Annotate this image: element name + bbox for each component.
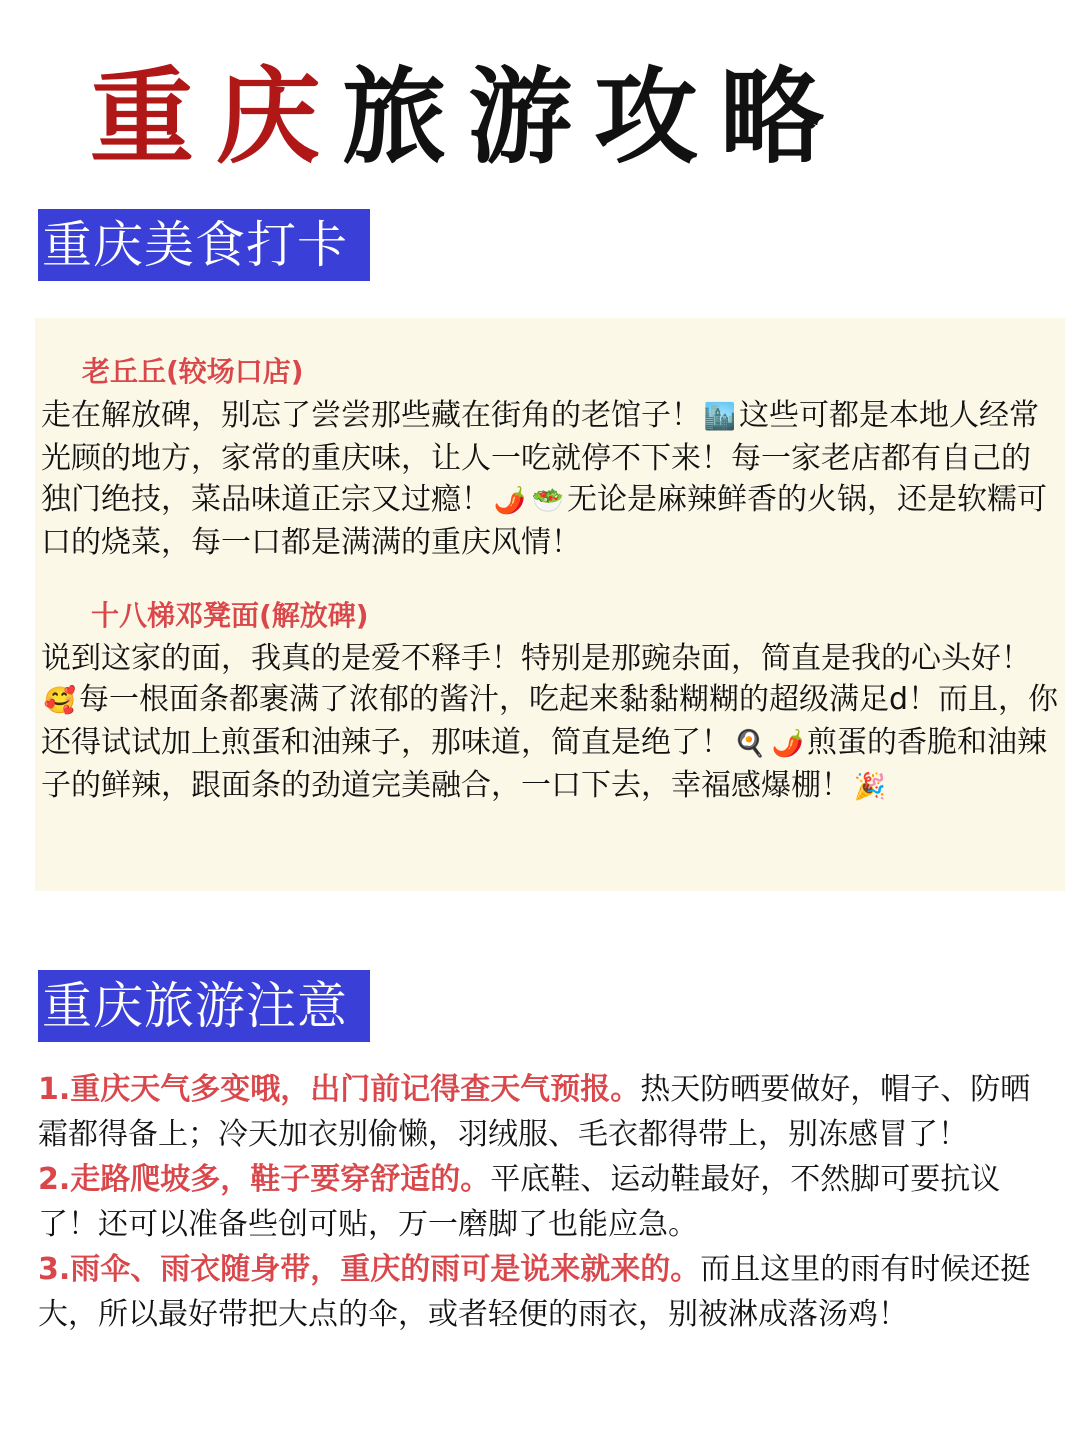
shop2-text-1: 说到这家的面，我真的是爱不释手！特别是那豌杂面，简直是我的心头好！ — [41, 641, 1031, 676]
page-title — [90, 52, 990, 182]
note-item-3 — [38, 1247, 1056, 1337]
fried-egg-icon: 🍳 — [733, 729, 767, 759]
shop2-text-3: 煎蛋的香脆和油辣子的鲜辣，跟面条的劲道完美融合，一口下去，幸福感爆棚！ — [41, 725, 1047, 803]
shop1-text-1: 走在解放碑，别忘了尝尝那些藏在街角的老馆子！ — [41, 398, 701, 433]
note-2-highlight: 2.走路爬坡多，鞋子要穿舒适的。 — [38, 1162, 491, 1197]
salad-icon: 🥗 — [531, 486, 565, 516]
chili-pepper-icon: 🌶️ — [771, 729, 805, 759]
shop1-text-3: 无论是麻辣鲜香的火锅，还是软糯可口的烧菜，每一口都是满满的重庆风情！ — [41, 482, 1047, 560]
title-part-red: 重庆 — [90, 55, 343, 178]
cityscape-icon: 🏙️ — [703, 402, 737, 432]
food-content-box — [35, 318, 1065, 891]
section-heading-food: 重庆美食打卡 — [38, 209, 370, 281]
shop-name-2: 十八梯邓凳面(解放碑) — [91, 599, 369, 632]
note-3-text: 而且这里的雨有时候还挺大，所以最好带把大点的伞，或者轻便的雨衣，别被淋成落汤鸡！ — [38, 1252, 1031, 1332]
note-3-highlight: 3.雨伞、雨衣随身带，重庆的雨可是说来就来的。 — [38, 1252, 701, 1287]
smiling-hearts-icon: 🥰 — [43, 686, 77, 716]
note-item-2 — [38, 1157, 1056, 1247]
shop-description-2 — [41, 638, 1059, 808]
title-part-black: 旅游攻略 — [342, 55, 847, 178]
shop-name-1: 老丘丘(较场口店) — [82, 355, 304, 388]
shop1-text-2: 这些可都是本地人经常光顾的地方，家常的重庆味，让人一吃就停不下来！每一家老店都有自己的独门绝技，菜品味道正宗又过瘾！ — [41, 398, 1039, 517]
note-2-text: 平底鞋、运动鞋最好，不然脚可要抗议了！还可以准备些创可贴，万一磨脚了也能应急。 — [38, 1162, 1001, 1242]
note-1-text: 热天防晒要做好，帽子、防晒霜都得备上；冷天加衣别偷懒，羽绒服、毛衣都得带上，别冻感冒了！ — [38, 1072, 1031, 1152]
travel-notes-list — [38, 1067, 1056, 1337]
party-popper-icon: 🎉 — [853, 772, 887, 802]
note-item-1 — [38, 1067, 1056, 1157]
chili-pepper-icon: 🌶️ — [493, 486, 527, 516]
shop-description-1 — [41, 395, 1059, 563]
shop2-text-2: 每一根面条都裹满了浓郁的酱汁，吃起来黏黏糊糊的超级满足d！而且，你还得试试加上煎蛋和油辣子，那味道，简直是绝了！ — [41, 682, 1059, 760]
section-heading-notes: 重庆旅游注意 — [38, 970, 370, 1042]
note-1-highlight: 1.重庆天气多变哦，出门前记得查天气预报。 — [38, 1072, 641, 1107]
